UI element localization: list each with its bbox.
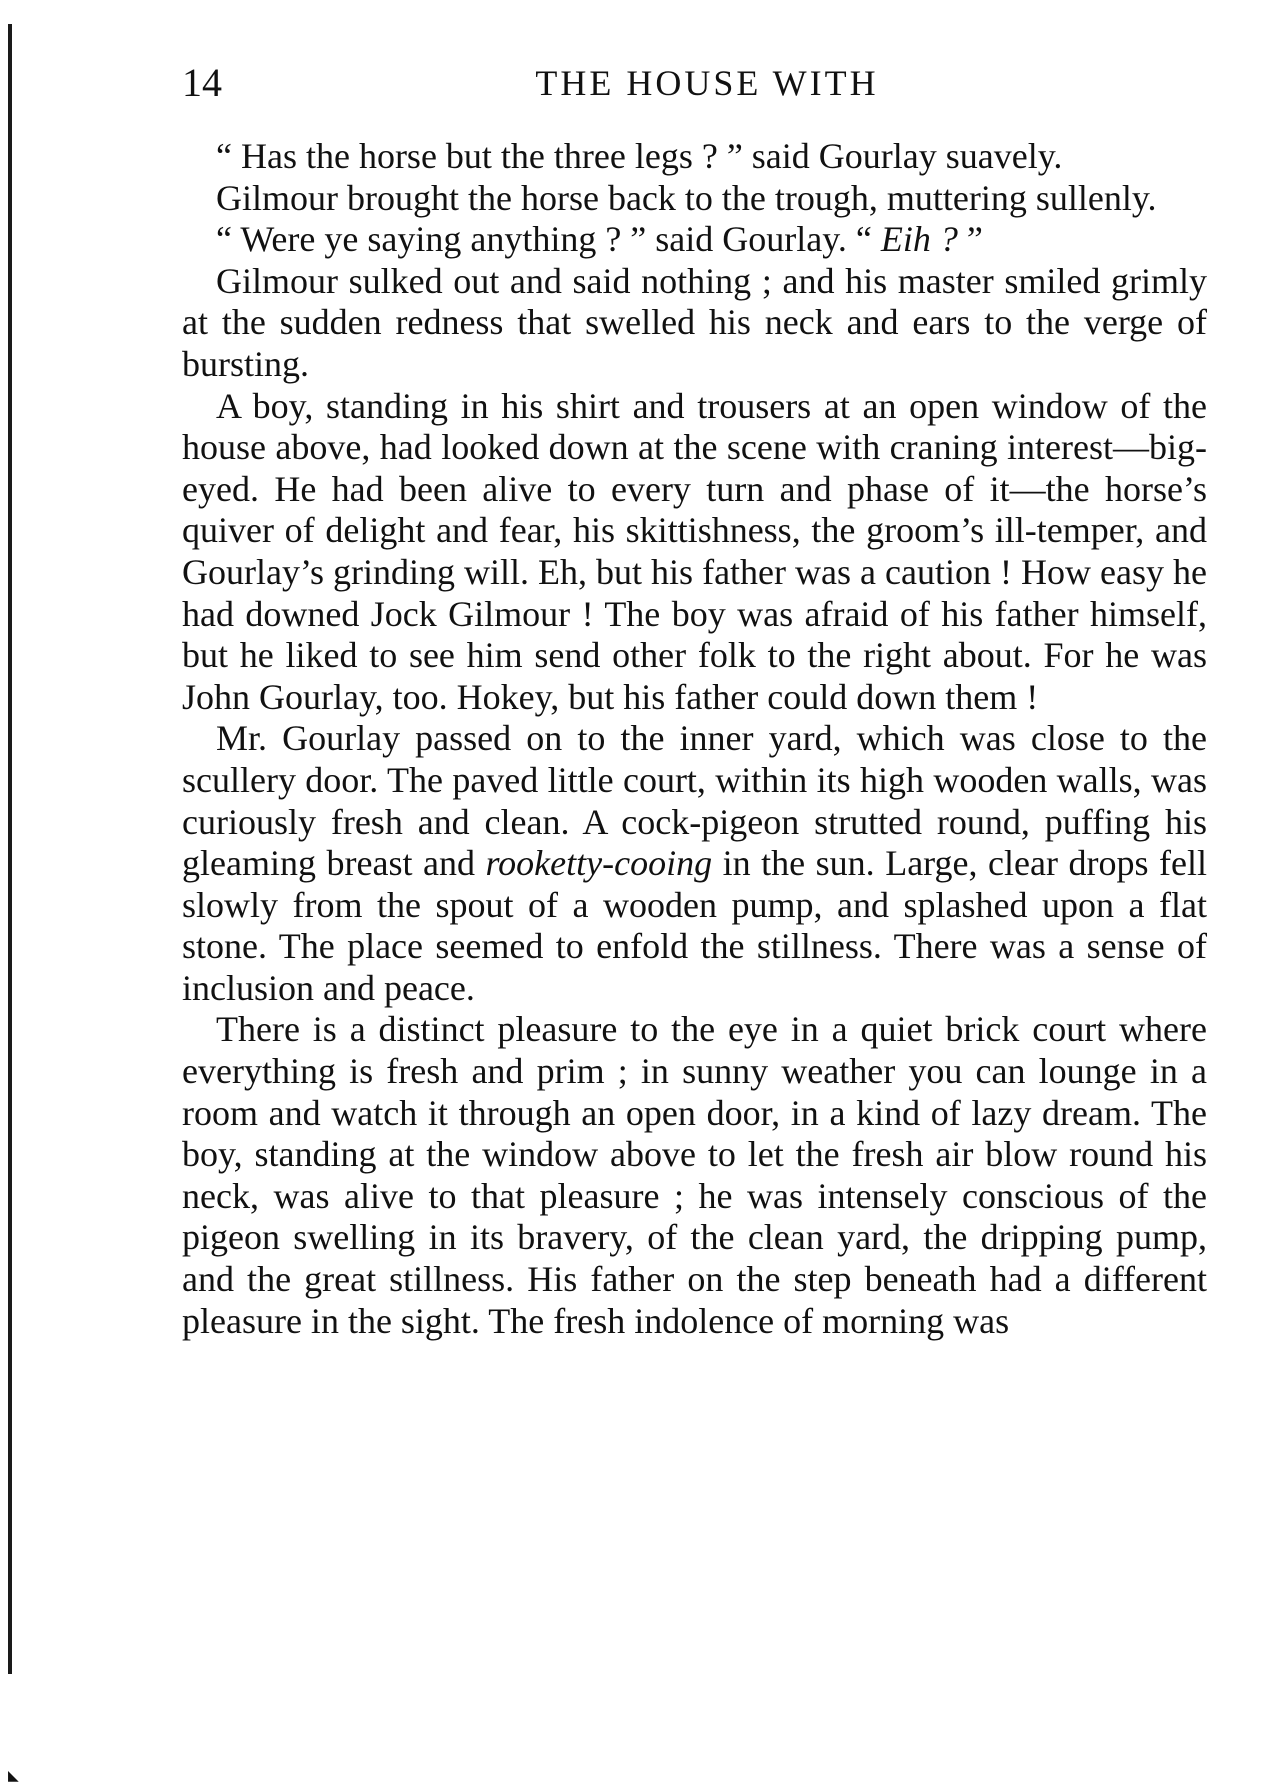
scan-corner-mark: ◣ xyxy=(8,1769,19,1784)
paragraph-2: Gilmour brought the horse back to the trough, muttering sullenly. xyxy=(216,177,1157,218)
italic-text: rooketty-cooing xyxy=(485,843,713,884)
page-number: 14 xyxy=(182,60,222,105)
running-title: THE HOUSE WITH xyxy=(535,63,879,103)
paragraph-1: “ Has the horse but the three legs ? ” said Gourlay suavely. xyxy=(216,136,1063,176)
paragraph-3: “ Were ye saying anything ? ” said Gourlay. “ Eih ? ” xyxy=(216,219,983,260)
italic-text: Eih ? xyxy=(880,219,958,260)
paragraph-5: A boy, standing in his shirt and trousers at an open window of the house above, had looked down at the scene with craning interest—big-eyed. He had been alive to every turn and phase of it—the horse’s quiver of delight and fear, his skittishness, the groom’s ill-temper, and Gourlay’s grinding will. Eh, but his father was a caution ! How easy he had downed Jock Gilmour ! The boy was afraid of his father himself, but he liked to see him send other folk to the right about. For he was John Gourlay, too. Hokey, but his father could down them ! xyxy=(182,385,1207,717)
paragraph-7: There is a distinct pleasure to the eye in a quiet brick court where everything is fresh and prim ; in sunny weather you can lounge in a room and watch it through an open door, in a kind of lazy dream. The boy, standing at the window above to let the fresh air blow round his neck, was alive to that pleasure ; he was intensely conscious of the pigeon swelling in its bravery, of the clean yard, the dripping pump, and the great stillness. His father on the step beneath had a different pleasure in the sight. The fresh indolence of morning was xyxy=(182,1009,1207,1341)
body-text xyxy=(182,136,1207,1342)
page-binding-edge xyxy=(8,24,12,1674)
page-header xyxy=(182,58,1232,108)
paragraph-6: Mr. Gourlay passed on to the inner yard, which was close to the scullery door. The paved little court, within its high wooden walls, was curiously fresh and clean. A cock-pigeon strutted round, puffing his gleaming breast and rooketty-cooing in the sun. Large, clear drops fell slowly from the spout of a wooden pump, and splashed upon a flat stone. The place seemed to enfold the stillness. There was a sense of inclusion and peace. xyxy=(182,718,1207,1008)
paragraph-4: Gilmour sulked out and said nothing ; and his master smiled grimly at the sudden redness that swelled his neck and ears to the verge of bursting. xyxy=(182,260,1207,384)
